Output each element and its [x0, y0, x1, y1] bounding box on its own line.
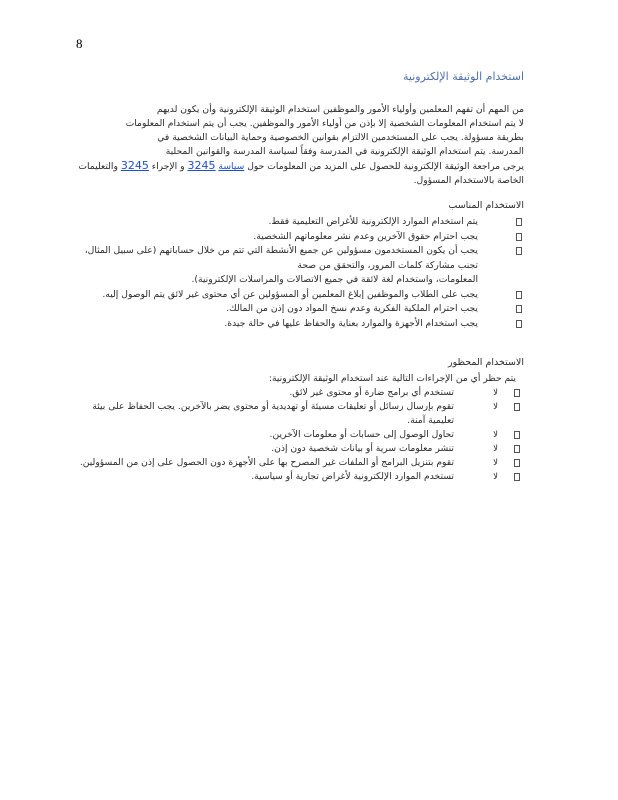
- intro-text: يرجى مراجعة الوثيقة الإلكترونية للحصول على المزيد من المعلومات حول: [247, 161, 524, 172]
- policy-number-link[interactable]: 3245: [187, 159, 216, 172]
- item-marker: لا: [493, 430, 498, 440]
- bullet-box-icon: [514, 389, 520, 397]
- intro-paragraph: [76, 103, 524, 188]
- intro-line: من المهم أن تفهم المعلمين وأولياء الأمور والموظفين استخدام الوثيقة الإلكترونية وأن يكون لديهم: [156, 104, 524, 115]
- item-marker: لا: [493, 458, 498, 468]
- bullet-box-icon: [516, 218, 522, 226]
- intro-text: و الإجراء: [151, 161, 185, 172]
- bullet-box-icon: [514, 459, 520, 467]
- list-item: لا تقوم بإرسال رسائل أو تعليقات مسيئة أو تهديدية أو محتوى يضر بالآخرين. يجب الحفاظ على بيئة تعليمية آمنة.: [76, 400, 524, 428]
- policy-link[interactable]: سياسة: [218, 161, 245, 172]
- document-body: [76, 60, 524, 484]
- item-marker: لا: [493, 444, 498, 454]
- bullet-box-icon: [516, 291, 522, 299]
- prohibited-intro: يتم حظر أي من الإجراءات التالية عند استخدام الوثيقة الإلكترونية:: [268, 373, 516, 384]
- list-item: يجب احترام الملكية الفكرية وعدم نسخ المواد دون إذن من المالك.: [76, 302, 524, 317]
- list-item: لا تقوم بتنزيل البرامج أو الملفات غير المصرح بها على الأجهزة دون الحصول على إذن من المسؤولين.: [76, 456, 524, 470]
- page-number: 8: [76, 36, 83, 51]
- list-item: لا تستخدم الموارد الإلكترونية لأغراض تجارية أو سياسية.: [76, 470, 524, 484]
- bullet-box-icon: [516, 305, 522, 313]
- list-item: يجب أن يكون المستخدمون مسؤولين عن جميع الأنشطة التي تتم من خلال حساباتهم (على سبيل المثال، تجنب مشاركة كلمات المرور، والتحقق من صحة: [76, 244, 524, 273]
- list-item-continuation: المعلومات، واستخدام لغة لائقة في جميع الاتصالات والمراسلات الإلكترونية).: [191, 274, 478, 285]
- bullet-box-icon: [514, 473, 520, 481]
- subsection-title: الاستخدام المحظور: [448, 357, 524, 368]
- list-item: يجب احترام حقوق الآخرين وعدم نشر معلوماتهم الشخصية.: [76, 230, 524, 245]
- list-item: يجب استخدام الأجهزة والموارد بعناية والحفاظ عليها في حالة جيدة.: [76, 317, 524, 332]
- intro-line-last: [76, 159, 524, 188]
- item-marker: لا: [493, 402, 498, 412]
- list-item: يجب على الطلاب والموظفين إبلاغ المعلمين أو المسؤولين عن أي محتوى غير لائق يتم الوصول إليه.: [76, 288, 524, 303]
- intro-line: المدرسة. يتم استخدام الوثيقة الإلكترونية في المدرسة وفقاً لسياسة المدرسة والقوانين المحلية: [165, 146, 524, 157]
- bullet-box-icon: [516, 233, 522, 241]
- intro-text: والتعليمات الخاصة بالاستخدام المسؤول.: [78, 161, 524, 186]
- appropriate-use-list: [76, 215, 524, 331]
- bullet-box-icon: [514, 431, 520, 439]
- bullet-box-icon: [514, 445, 520, 453]
- intro-line: لا يتم استخدام المعلومات الشخصية إلا بإذن من أولياء الأمور والموظفين. يجب أن يتم استخدام المعلومات: [125, 118, 524, 129]
- bullet-box-icon: [514, 403, 520, 411]
- bullet-box-icon: [516, 247, 522, 255]
- prohibited-use-list: [76, 386, 524, 484]
- item-marker: لا: [493, 472, 498, 482]
- bullet-box-icon: [516, 320, 522, 328]
- list-item: لا تستخدم أي برامج ضارة أو محتوى غير لائق.: [76, 386, 524, 400]
- item-marker: لا: [493, 388, 498, 398]
- procedure-number-link[interactable]: 3245: [120, 159, 149, 172]
- list-item: لا تنشر معلومات سرية أو بيانات شخصية دون إذن.: [76, 442, 524, 456]
- intro-line: بطريقة مسؤولة. يجب على المستخدمين الالتزام بقوانين الخصوصية وحماية البيانات الشخصية في: [157, 132, 524, 143]
- list-item: يتم استخدام الموارد الإلكترونية للأغراض التعليمية فقط.: [76, 215, 524, 230]
- section-heading: استخدام الوثيقة الإلكترونية: [403, 70, 524, 83]
- list-item: لا تحاول الوصول إلى حسابات أو معلومات الآخرين.: [76, 428, 524, 442]
- subsection-title: الاستخدام المناسب: [448, 200, 524, 211]
